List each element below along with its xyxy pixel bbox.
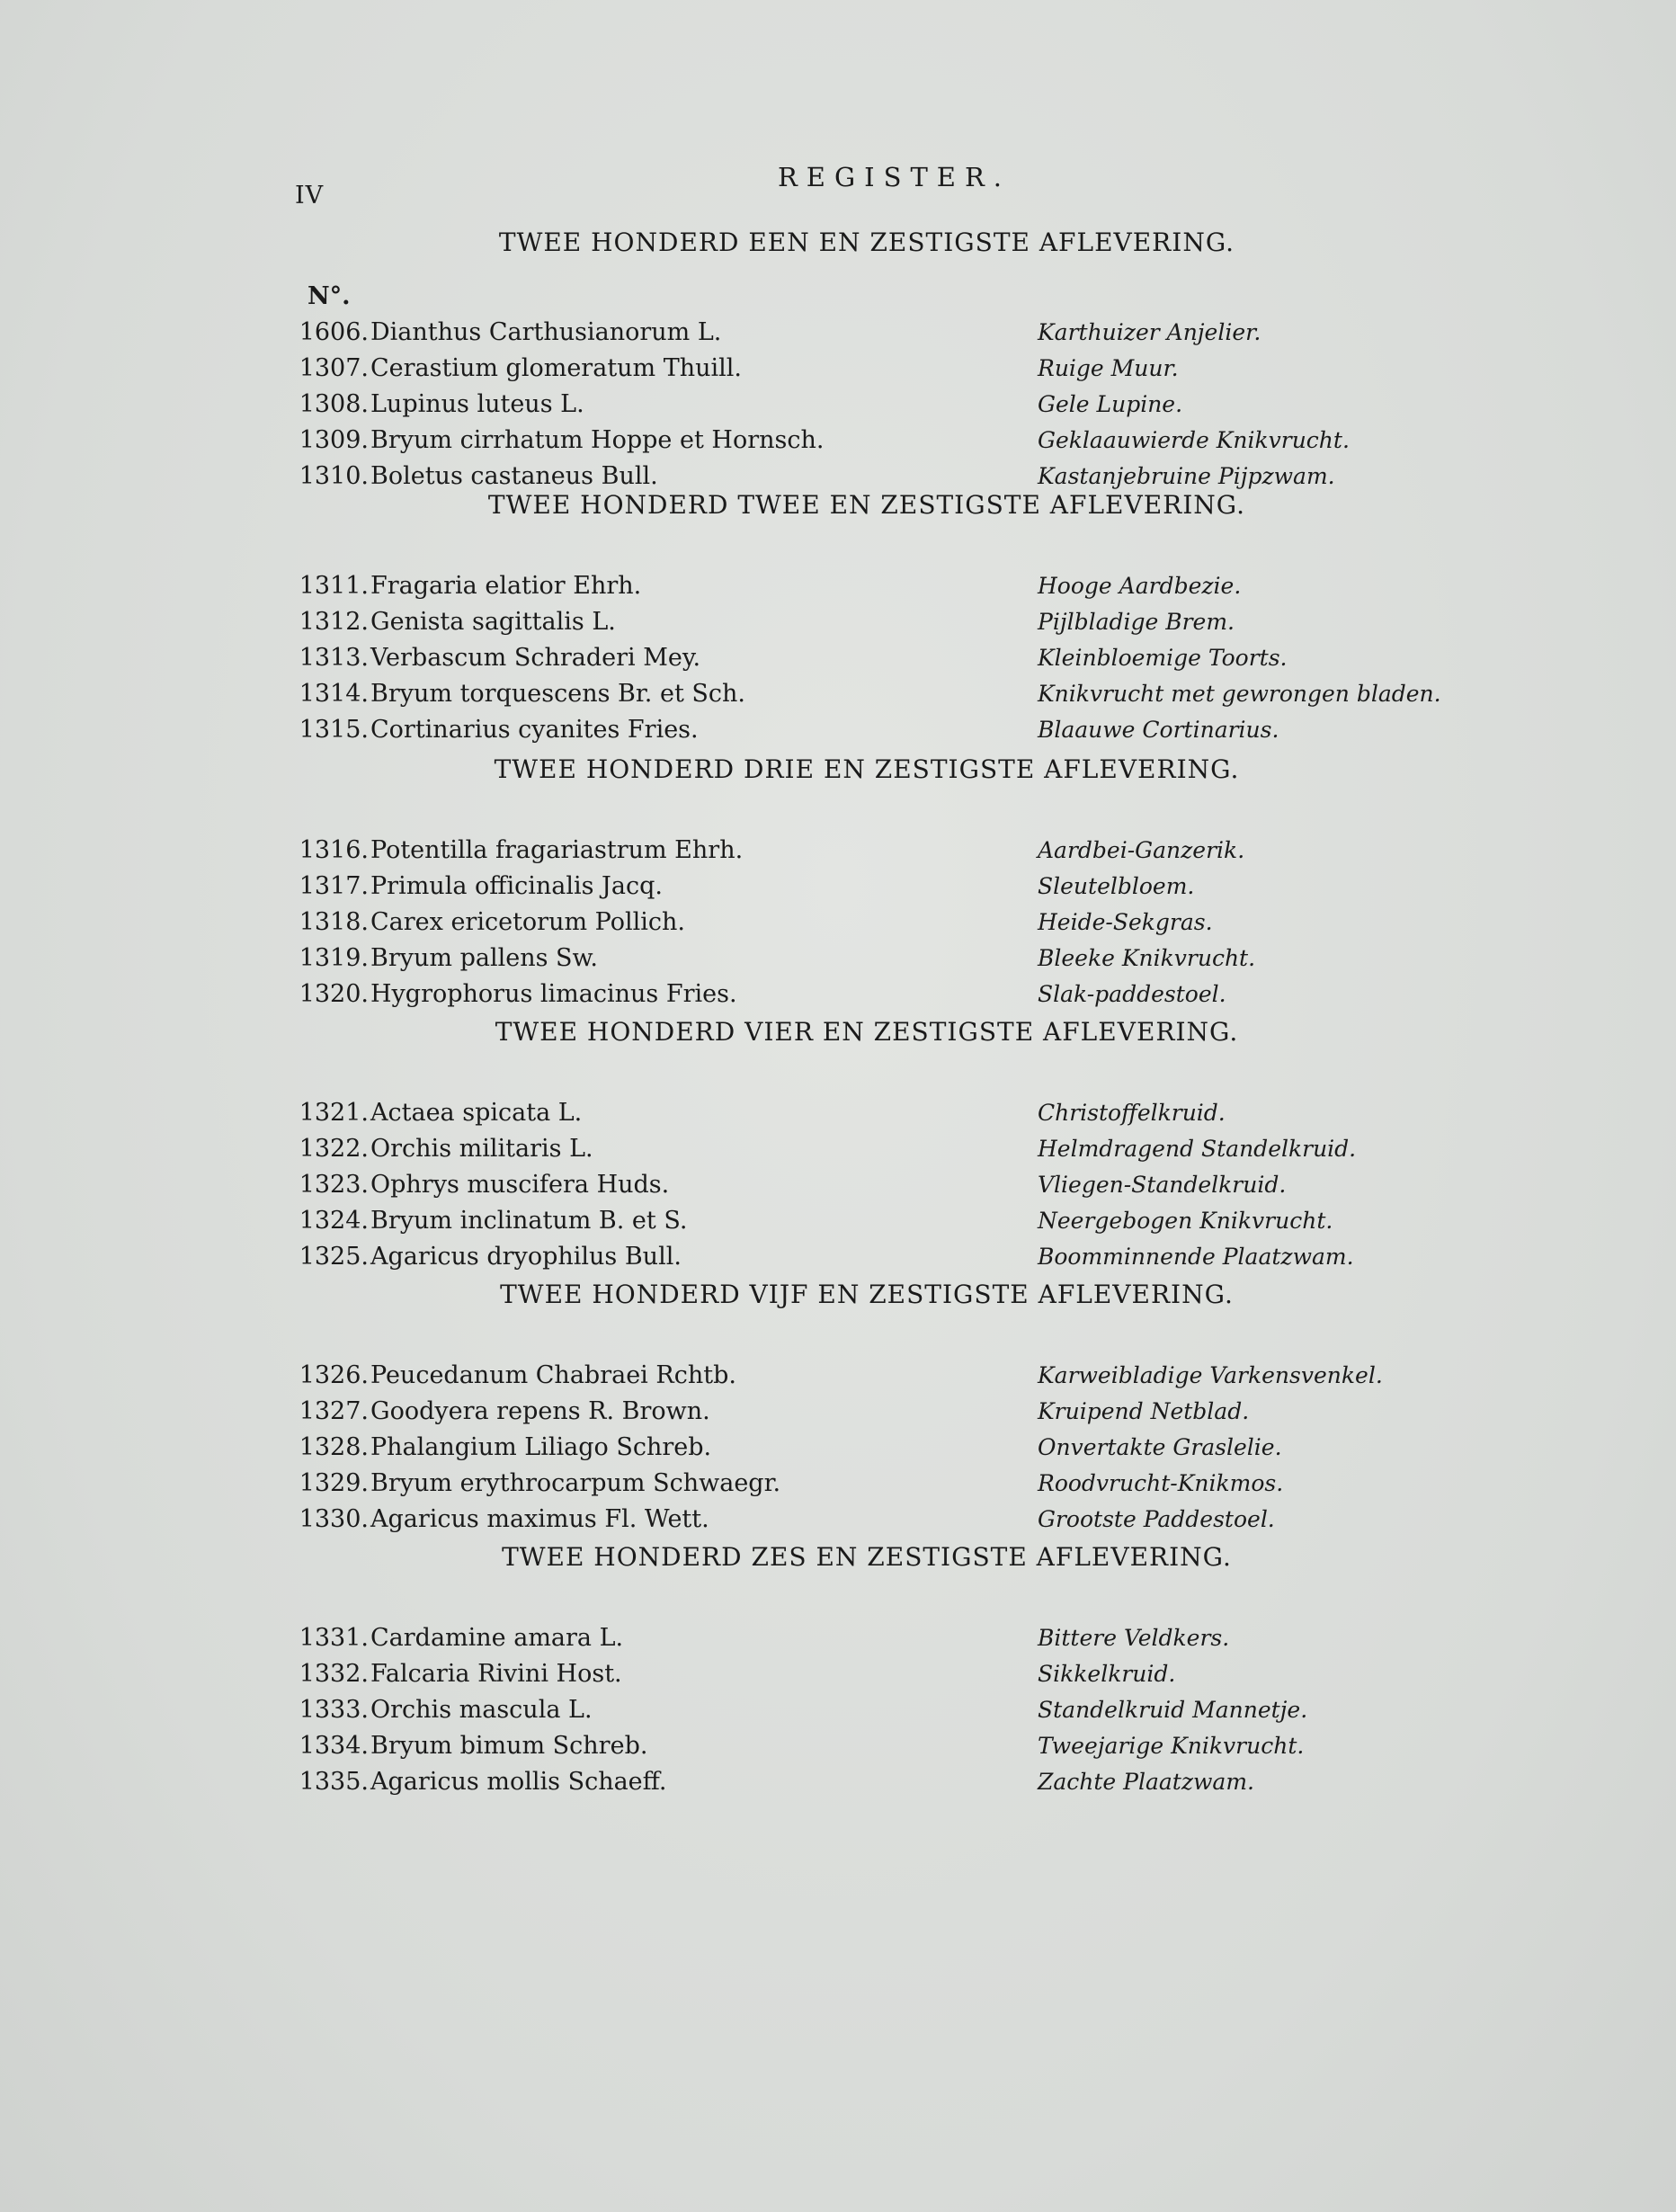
- scientific-name: Verbascum Schraderi Mey.: [370, 644, 701, 672]
- dutch-name: Tweejarige Knikvrucht.: [1038, 1733, 1305, 1759]
- entry-row: [291, 568, 1406, 604]
- entry-row: [291, 1620, 1406, 1656]
- dutch-name: Karweibladige Varkensvenkel.: [1038, 1362, 1383, 1388]
- dutch-name: Vliegen-Standelkruid.: [1038, 1172, 1287, 1198]
- scientific-name: Ophrys muscifera Huds.: [370, 1171, 670, 1199]
- entry-row: [291, 1131, 1406, 1167]
- scientific-name: Hygrophorus limacinus Fries.: [370, 980, 737, 1008]
- number-column-label: N°.: [308, 282, 351, 310]
- entry-row: [291, 977, 1406, 1012]
- entry-number: 1320.: [299, 980, 369, 1008]
- dutch-name: Neergebogen Knikvrucht.: [1038, 1208, 1333, 1234]
- scientific-name: Genista sagittalis L.: [370, 608, 616, 636]
- scientific-name: Primula officinalis Jacq.: [370, 872, 663, 900]
- section-4: [291, 1014, 1406, 1275]
- section-1: [291, 225, 1406, 495]
- dutch-name: Knikvrucht met gewrongen bladen.: [1038, 681, 1441, 707]
- running-head: REGISTER.: [777, 162, 1012, 192]
- entry-number: 1311.: [299, 572, 369, 600]
- dutch-name: Sikkelkruid.: [1038, 1661, 1176, 1687]
- entry-row: [291, 676, 1441, 712]
- section-5: [291, 1277, 1406, 1538]
- dutch-name: Onvertakte Graslelie.: [1038, 1434, 1282, 1460]
- dutch-name: Aardbei-Ganzerik.: [1038, 837, 1245, 863]
- entry-number: 1334.: [299, 1732, 369, 1760]
- dutch-name: Geklaauwierde Knikvrucht.: [1038, 427, 1350, 453]
- entry-row: [291, 1502, 1406, 1538]
- entry-number: 1322.: [299, 1135, 369, 1163]
- entry-row: [291, 869, 1406, 905]
- entry-row: [291, 1764, 1406, 1800]
- entry-row: [291, 423, 1406, 459]
- entry-list: [291, 568, 1441, 748]
- scientific-name: Fragaria elatior Ehrh.: [370, 572, 642, 600]
- section-heading: TWEE HONDERD DRIE EN ZESTIGSTE AFLEVERING.: [494, 754, 1240, 784]
- entry-list: [291, 315, 1406, 495]
- page-number: IV: [295, 182, 325, 210]
- scientific-name: Falcaria Rivini Host.: [370, 1660, 622, 1688]
- section-6: [291, 1539, 1406, 1800]
- dutch-name: Pijlbladige Brem.: [1038, 609, 1235, 635]
- entry-number: 1330.: [299, 1505, 369, 1533]
- entry-number: 1317.: [299, 872, 369, 900]
- dutch-name: Roodvrucht-Knikmos.: [1038, 1470, 1284, 1496]
- scientific-name: Agaricus mollis Schaeff.: [370, 1768, 667, 1796]
- dutch-name: Ruige Muur.: [1038, 355, 1179, 381]
- scientific-name: Goodyera repens R. Brown.: [370, 1397, 710, 1425]
- entry-number: 1316.: [299, 836, 369, 864]
- entry-row: [291, 1239, 1406, 1275]
- entry-row: [291, 351, 1406, 387]
- scientific-name: Bryum inclinatum B. et S.: [370, 1207, 688, 1235]
- scientific-name: Dianthus Carthusianorum L.: [370, 318, 722, 346]
- entry-number: 1323.: [299, 1171, 369, 1199]
- scientific-name: Peucedanum Chabraei Rchtb.: [370, 1361, 736, 1389]
- dutch-name: Bleeke Knikvrucht.: [1038, 945, 1256, 971]
- dutch-name: Standelkruid Mannetje.: [1038, 1697, 1308, 1723]
- entry-row: [291, 1203, 1406, 1239]
- entry-row: [291, 1095, 1406, 1131]
- entry-row: [291, 640, 1406, 676]
- scientific-name: Boletus castaneus Bull.: [370, 462, 658, 490]
- entry-list: [291, 1620, 1406, 1800]
- entry-row: [291, 1692, 1406, 1728]
- entry-list: [291, 1095, 1406, 1275]
- entry-number: 1314.: [299, 680, 369, 708]
- entry-number: 1329.: [299, 1469, 369, 1497]
- entry-number: 1331.: [299, 1624, 369, 1652]
- dutch-name: Kastanjebruine Pijpzwam.: [1038, 463, 1335, 489]
- scientific-name: Cardamine amara L.: [370, 1624, 624, 1652]
- entry-row: [291, 604, 1406, 640]
- entry-number: 1606.: [299, 318, 369, 346]
- scientific-name: Bryum pallens Sw.: [370, 944, 599, 972]
- section-heading: TWEE HONDERD ZES EN ZESTIGSTE AFLEVERING.: [502, 1542, 1232, 1572]
- entry-row: [291, 1466, 1406, 1502]
- entry-number: 1312.: [299, 608, 369, 636]
- entry-number: 1327.: [299, 1397, 369, 1425]
- scientific-name: Cortinarius cyanites Fries.: [370, 716, 699, 744]
- dutch-name: Zachte Plaatzwam.: [1038, 1769, 1254, 1795]
- section-heading: TWEE HONDERD VIJF EN ZESTIGSTE AFLEVERING.: [500, 1280, 1234, 1309]
- scientific-name: Cerastium glomeratum Thuill.: [370, 354, 743, 382]
- section-2: [291, 487, 1441, 748]
- section-heading: TWEE HONDERD EEN EN ZESTIGSTE AFLEVERING.: [498, 227, 1235, 257]
- entry-row: [291, 1430, 1406, 1466]
- scientific-name: Agaricus dryophilus Bull.: [370, 1243, 682, 1271]
- entry-row: [291, 387, 1406, 423]
- entry-row: [291, 1656, 1406, 1692]
- scientific-name: Phalangium Liliago Schreb.: [370, 1433, 712, 1461]
- scientific-name: Bryum erythrocarpum Schwaegr.: [370, 1469, 781, 1497]
- entry-row: [291, 315, 1406, 351]
- entry-row: [291, 1394, 1406, 1430]
- entry-number: 1319.: [299, 944, 369, 972]
- dutch-name: Kruipend Netblad.: [1038, 1398, 1250, 1424]
- dutch-name: Heide-Sekgras.: [1038, 909, 1213, 935]
- entry-number: 1332.: [299, 1660, 369, 1688]
- entry-number: 1310.: [299, 462, 369, 490]
- scientific-name: Bryum torquescens Br. et Sch.: [370, 680, 745, 708]
- scientific-name: Carex ericetorum Pollich.: [370, 908, 685, 936]
- dutch-name: Helmdragend Standelkruid.: [1038, 1136, 1357, 1162]
- entry-list: [291, 833, 1406, 1012]
- dutch-name: Karthuizer Anjelier.: [1038, 319, 1261, 345]
- entry-number: 1324.: [299, 1207, 369, 1235]
- entry-number: 1307.: [299, 354, 369, 382]
- entry-number: 1326.: [299, 1361, 369, 1389]
- entry-number: 1321.: [299, 1099, 369, 1127]
- scientific-name: Potentilla fragariastrum Ehrh.: [370, 836, 744, 864]
- dutch-name: Grootste Paddestoel.: [1038, 1506, 1275, 1532]
- entry-number: 1315.: [299, 716, 369, 744]
- scientific-name: Bryum bimum Schreb.: [370, 1732, 648, 1760]
- dutch-name: Blaauwe Cortinarius.: [1038, 717, 1279, 743]
- entry-number: 1309.: [299, 426, 369, 454]
- entry-row: [291, 1728, 1406, 1764]
- scientific-name: Lupinus luteus L.: [370, 390, 584, 418]
- scientific-name: Actaea spicata L.: [370, 1099, 583, 1127]
- dutch-name: Christoffelkruid.: [1038, 1100, 1226, 1126]
- dutch-name: Boomminnende Plaatzwam.: [1038, 1244, 1354, 1270]
- entry-number: 1318.: [299, 908, 369, 936]
- section-heading: TWEE HONDERD TWEE EN ZESTIGSTE AFLEVERING.: [487, 490, 1246, 520]
- dutch-name: Bittere Veldkers.: [1038, 1625, 1230, 1651]
- dutch-name: Hooge Aardbezie.: [1038, 573, 1242, 599]
- section-3: [291, 752, 1406, 1012]
- entry-row: [291, 833, 1406, 869]
- entry-number: 1328.: [299, 1433, 369, 1461]
- scientific-name: Bryum cirrhatum Hoppe et Hornsch.: [370, 426, 825, 454]
- scientific-name: Orchis mascula L.: [370, 1696, 593, 1724]
- entry-number: 1325.: [299, 1243, 369, 1271]
- entry-row: [291, 1167, 1406, 1203]
- entry-row: [291, 712, 1406, 748]
- section-heading: TWEE HONDERD VIER EN ZESTIGSTE AFLEVERING.: [495, 1017, 1239, 1047]
- entry-number: 1308.: [299, 390, 369, 418]
- entry-list: [291, 1358, 1406, 1538]
- entry-number: 1313.: [299, 644, 369, 672]
- entry-row: [291, 905, 1406, 941]
- dutch-name: Kleinbloemige Toorts.: [1038, 645, 1288, 671]
- entry-row: [291, 941, 1406, 977]
- entry-row: [291, 1358, 1406, 1394]
- scientific-name: Agaricus maximus Fl. Wett.: [370, 1505, 709, 1533]
- dutch-name: Gele Lupine.: [1038, 391, 1183, 417]
- entry-number: 1335.: [299, 1768, 369, 1796]
- dutch-name: Sleutelbloem.: [1038, 873, 1195, 899]
- scientific-name: Orchis militaris L.: [370, 1135, 593, 1163]
- dutch-name: Slak-paddestoel.: [1038, 981, 1226, 1007]
- entry-number: 1333.: [299, 1696, 369, 1724]
